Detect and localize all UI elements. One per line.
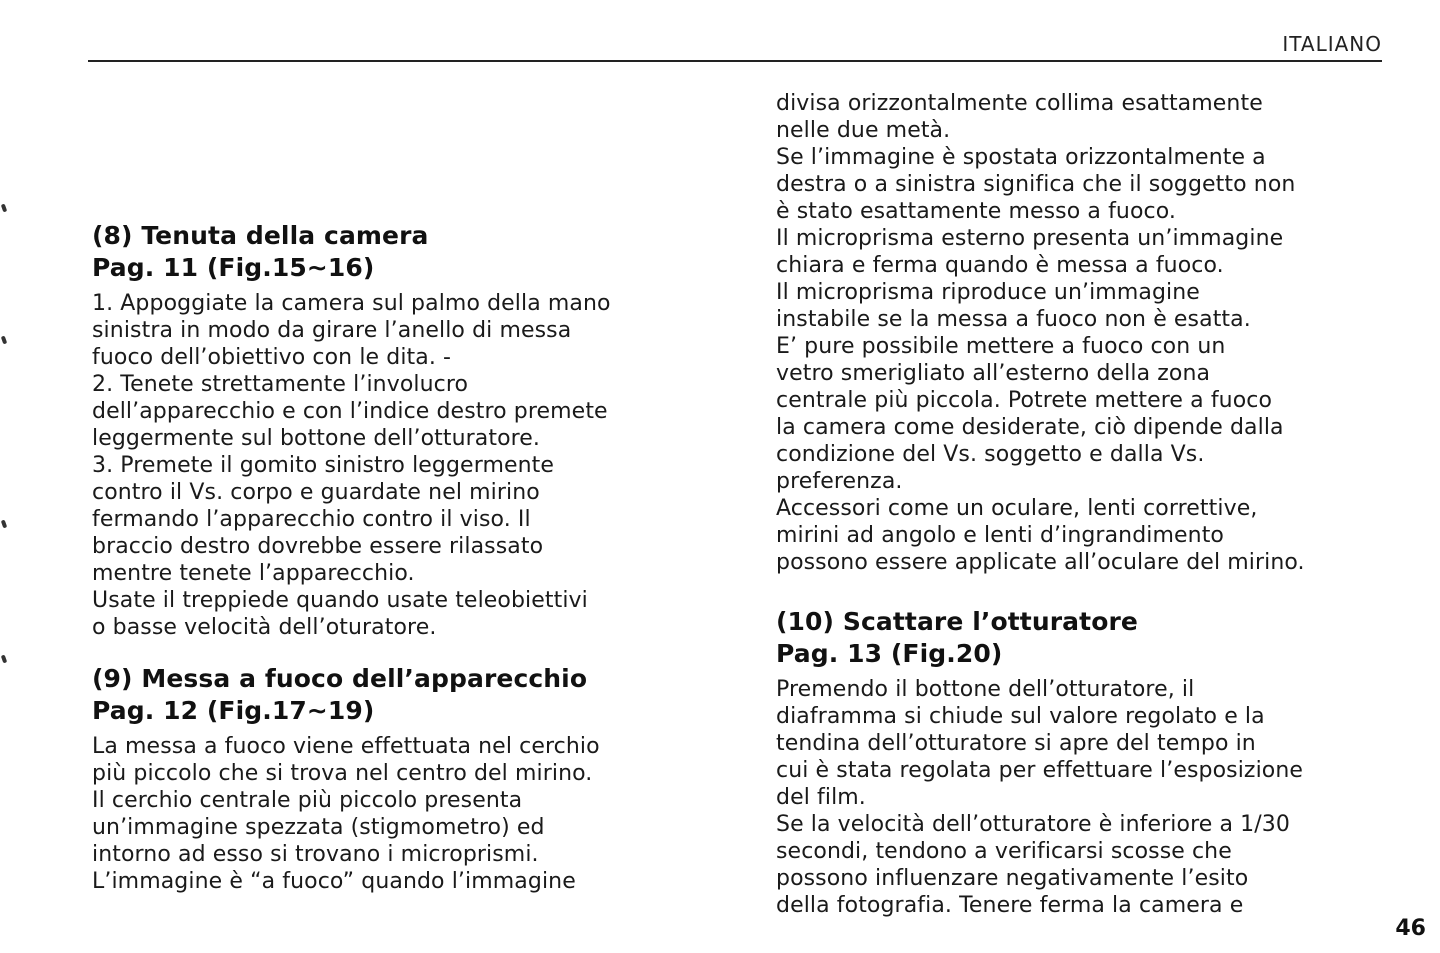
body-text-line: la camera come desiderate, ciò dipende dalla <box>776 415 1284 440</box>
document-section <box>92 220 712 641</box>
body-text-line: cui è stata regolata per effettuare l’esposizione <box>776 758 1304 783</box>
body-text-line: mirini ad angolo e lenti d’ingrandimento <box>776 523 1224 548</box>
section-body <box>92 733 712 895</box>
body-text-line: Il microprisma riproduce un’immagine <box>776 280 1200 305</box>
body-text-line: Se l’immagine è spostata orizzontalmente a <box>776 145 1266 170</box>
body-text-line: fuoco dell’obiettivo con le dita. - <box>92 345 452 370</box>
header-rule <box>88 60 1382 62</box>
body-text-line: della fotografia. Tenere ferma la camera e <box>776 893 1244 918</box>
body-text-line: nelle due metà. <box>776 118 951 143</box>
body-text-line: Il cerchio centrale più piccolo presenta <box>92 788 523 813</box>
body-text-line: centrale più piccola. Potrete mettere a fuoco <box>776 388 1273 413</box>
body-text-line: La messa a fuoco viene effettuata nel cerchio <box>92 734 600 759</box>
section-heading <box>776 606 1396 670</box>
body-text-line: braccio destro dovrebbe essere rilassato <box>92 534 544 559</box>
section-heading-line: Pag. 12 (Fig.17∼19) <box>92 696 375 725</box>
body-text-line: Usate il treppiede quando usate teleobiettivi <box>92 588 588 613</box>
body-text-line: contro il Vs. corpo e guardate nel mirino <box>92 480 540 505</box>
body-text-line: Accessori come un oculare, lenti correttive, <box>776 496 1258 521</box>
margin-mark <box>1 336 7 345</box>
body-text-line: E’ pure possibile mettere a fuoco con un <box>776 334 1226 359</box>
body-text-line: Premendo il bottone dell’otturatore, il <box>776 677 1195 702</box>
body-text-line: sinistra in modo da girare l’anello di messa <box>92 318 572 343</box>
body-text-line: Se la velocità dell’otturatore è inferiore a 1/30 <box>776 812 1290 837</box>
section-body <box>776 676 1396 919</box>
body-text-line: possono essere applicate all’oculare del mirino. <box>776 550 1305 575</box>
document-section <box>776 606 1396 919</box>
body-text-line: destra o a sinistra significa che il soggetto non <box>776 172 1296 197</box>
body-text-line: 2. Tenete strettamente l’involucro <box>92 372 469 397</box>
body-text-line: o basse velocità dell’oturatore. <box>92 615 437 640</box>
body-text-line: dell’apparecchio e con l’indice destro premete <box>92 399 608 424</box>
body-text-line: Il microprisma esterno presenta un’immagine <box>776 226 1284 251</box>
body-text-line: 1. Appoggiate la camera sul palmo della mano <box>92 291 611 316</box>
section-heading-line: Pag. 13 (Fig.20) <box>776 639 1003 668</box>
document-section <box>776 90 1396 576</box>
language-label: ITALIANO <box>1282 32 1382 56</box>
body-text-line: preferenza. <box>776 469 903 494</box>
body-text-line: fermando l’apparecchio contro il viso. Il <box>92 507 531 532</box>
section-heading-line: Pag. 11 (Fig.15∼16) <box>92 253 375 282</box>
body-text-line: divisa orizzontalmente collima esattamente <box>776 91 1263 116</box>
section-heading <box>92 220 712 284</box>
body-text-line: intorno ad esso si trovano i microprismi. <box>92 842 539 867</box>
margin-mark <box>1 204 7 213</box>
body-text-line: mentre tenete l’apparecchio. <box>92 561 415 586</box>
body-text-line: chiara e ferma quando è messa a fuoco. <box>776 253 1224 278</box>
body-text-line: è stato esattamente messo a fuoco. <box>776 199 1176 224</box>
section-heading-line: (8) Tenuta della camera <box>92 221 429 250</box>
page-number: 46 <box>1395 916 1426 941</box>
body-text-line: condizione del Vs. soggetto e dalla Vs. <box>776 442 1205 467</box>
margin-mark <box>1 520 7 529</box>
body-text-line: instabile se la messa a fuoco non è esatta. <box>776 307 1251 332</box>
body-text-line: L’immagine è “a fuoco” quando l’immagine <box>92 869 576 894</box>
section-heading-line: (9) Messa a fuoco dell’apparecchio <box>92 664 588 693</box>
section-heading <box>92 663 712 727</box>
body-text-line: diaframma si chiude sul valore regolato e la <box>776 704 1265 729</box>
left-column <box>92 220 712 895</box>
body-text-line: vetro smerigliato all’esterno della zona <box>776 361 1211 386</box>
body-text-line: tendina dell’otturatore si apre del tempo in <box>776 731 1256 756</box>
body-text-line: possono influenzare negativamente l’esito <box>776 866 1249 891</box>
body-text-line: 3. Premete il gomito sinistro leggermente <box>92 453 555 478</box>
section-body <box>776 90 1396 576</box>
document-section <box>92 663 712 895</box>
right-column <box>776 90 1396 919</box>
section-heading-line: (10) Scattare l’otturatore <box>776 607 1138 636</box>
section-body <box>92 290 712 641</box>
body-text-line: leggermente sul bottone dell’otturatore. <box>92 426 541 451</box>
body-text-line: più piccolo che si trova nel centro del mirino. <box>92 761 593 786</box>
margin-mark <box>1 655 7 664</box>
body-text-line: un’immagine spezzata (stigmometro) ed <box>92 815 545 840</box>
body-text-line: secondi, tendono a verificarsi scosse che <box>776 839 1232 864</box>
body-text-line: del film. <box>776 785 866 810</box>
